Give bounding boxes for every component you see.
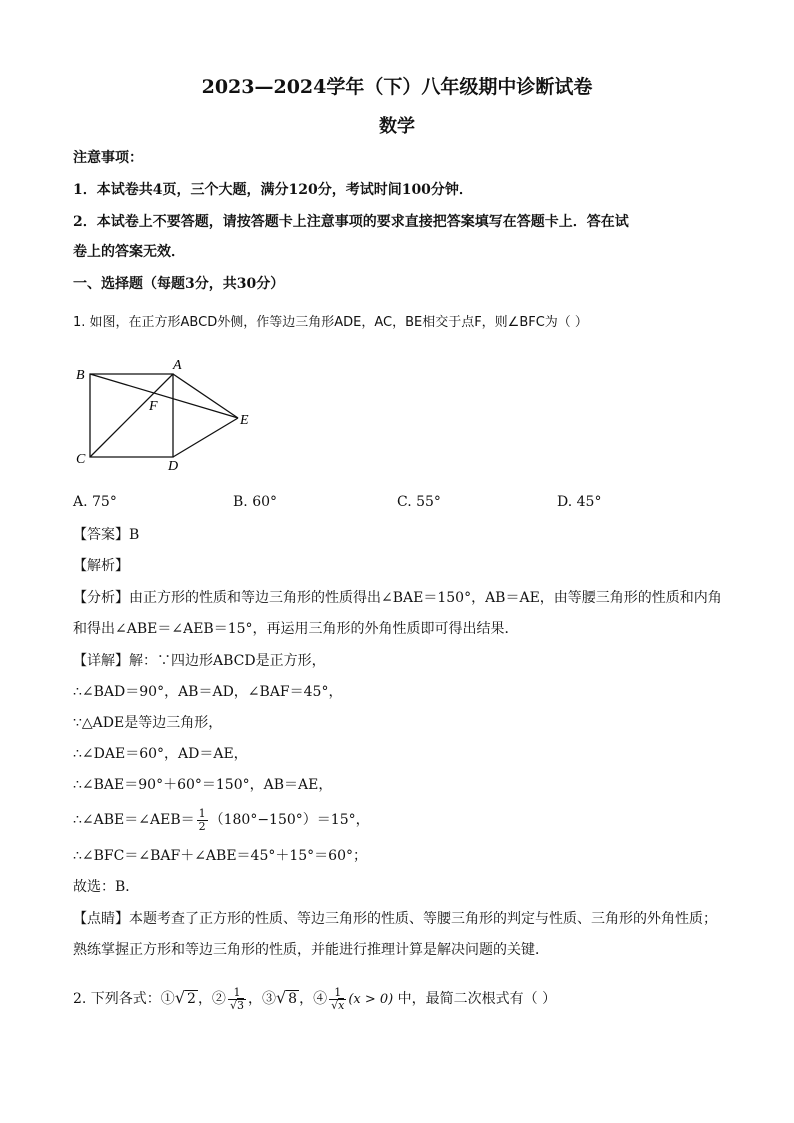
fraction-4-num: 1 [329, 987, 346, 1000]
fraction-2 [228, 987, 246, 1012]
question-2-stem [73, 980, 556, 1018]
q2-sep-2: ，② [197, 991, 226, 1007]
option-b: B. 60° [233, 494, 278, 510]
fraction-numerator: 1 [198, 806, 206, 820]
q2-suffix: 中，最简二次根式有（ ） [397, 991, 557, 1007]
segment-de [173, 418, 238, 457]
radicand-3: 8 [288, 991, 298, 1007]
fraction-4 [329, 987, 346, 1012]
step-5-suffix: （180°−150°）＝15°， [209, 812, 370, 828]
subject-title: 数学 [379, 116, 415, 137]
fraction-2-num: 1 [228, 987, 246, 1000]
dianjing-text-1: 本题考查了正方形的性质、等边三角形的性质、等腰三角形的判定与性质、三角形的外角性质； [129, 911, 717, 927]
step-5-prefix: ∴∠ABE＝∠AEB＝ [73, 812, 195, 828]
page-title: 2023—2024学年（下）八年级期中诊断试卷 [201, 76, 593, 98]
label-b: B [76, 368, 85, 383]
fraction-4-den: √x [331, 998, 345, 1012]
notice-item-3: 卷上的答案无效． [73, 244, 185, 260]
option-d: D. 45° [557, 494, 602, 510]
label-f: F [149, 399, 158, 414]
fenxi-line-2: 和得出∠ABE＝∠AEB＝15°，再运用三角形的外角性质即可得出结果． [73, 621, 519, 637]
step-2: ∵△ADE是等边三角形， [73, 715, 223, 731]
q2-condition: (x > 0) [348, 992, 394, 1007]
answer-value: B [129, 527, 140, 543]
xiangjie-first: 解：∵四边形ABCD是正方形， [129, 653, 326, 669]
fraction-4-radicand: x [338, 998, 345, 1012]
label-e: E [240, 413, 249, 428]
dianjing-line-2: 熟练掌握正方形和等边三角形的性质，并能进行推理计算是解决问题的关键． [73, 942, 549, 958]
fraction-2-den: √3 [229, 998, 244, 1012]
option-c: C. 55° [397, 494, 441, 510]
radicand-1: 2 [187, 991, 196, 1007]
choose-line: 故选：B． [73, 879, 140, 895]
xiangjie-line [73, 651, 326, 671]
answer-tag: 【答案】 [73, 527, 129, 543]
fraction-half [197, 808, 208, 833]
segment-ae [173, 374, 238, 418]
q2-sep-3: ，③ [247, 991, 276, 1007]
dianjing-line-1 [73, 909, 717, 929]
label-c: C [76, 452, 86, 467]
step-3: ∴∠DAE＝60°，AD＝AE， [73, 746, 248, 762]
radical-3: √ 8 [275, 988, 298, 1007]
notice-heading: 注意事项： [73, 150, 143, 166]
step-6: ∴∠BFC＝∠BAF＋∠ABE＝45°＋15°＝60°； [73, 848, 367, 864]
question-1-stem: 1. 如图，在正方形ABCD外侧，作等边三角形ADE，AC，BE相交于点F，则∠BFC为（ ） [73, 315, 588, 330]
fenxi-tag: 【分析】 [73, 590, 129, 606]
fraction-2-radicand: 3 [236, 998, 244, 1012]
analysis-tag: 【解析】 [73, 558, 129, 574]
radical-1: √ 2 [174, 988, 196, 1007]
step-5 [73, 806, 370, 834]
notice-item-1: 1．本试卷共4页，三个大题，满分120分，考试时间100分钟． [73, 182, 473, 198]
q2-sep-4: ，④ [299, 991, 328, 1007]
segment-be [90, 374, 238, 418]
answer-line [73, 525, 139, 545]
geometry-figure [70, 352, 270, 477]
notice-item-2: 2．本试卷上不要答题，请按答题卡上注意事项的要求直接把答案填写在答题卡上．答在试 [73, 214, 629, 230]
fenxi-line-1 [73, 588, 722, 608]
section-heading: 一、选择题（每题3分，共30分） [73, 276, 285, 292]
fraction-denominator: 2 [198, 819, 206, 833]
q2-prefix: 2. 下列各式：① [73, 991, 175, 1007]
step-4: ∴∠BAE＝90°＋60°＝150°，AB＝AE， [73, 777, 333, 793]
label-d: D [168, 459, 179, 474]
step-1: ∴∠BAD＝90°，AB＝AD，∠BAF＝45°， [73, 684, 343, 700]
fenxi-text-1: 由正方形的性质和等边三角形的性质得出∠BAE＝150°，AB＝AE，由等腰三角形的性质和内角 [129, 590, 722, 606]
option-a: A. 75° [73, 494, 117, 510]
xiangjie-tag: 【详解】 [73, 653, 129, 669]
label-a: A [173, 358, 182, 373]
dianjing-tag: 【点睛】 [73, 911, 129, 927]
